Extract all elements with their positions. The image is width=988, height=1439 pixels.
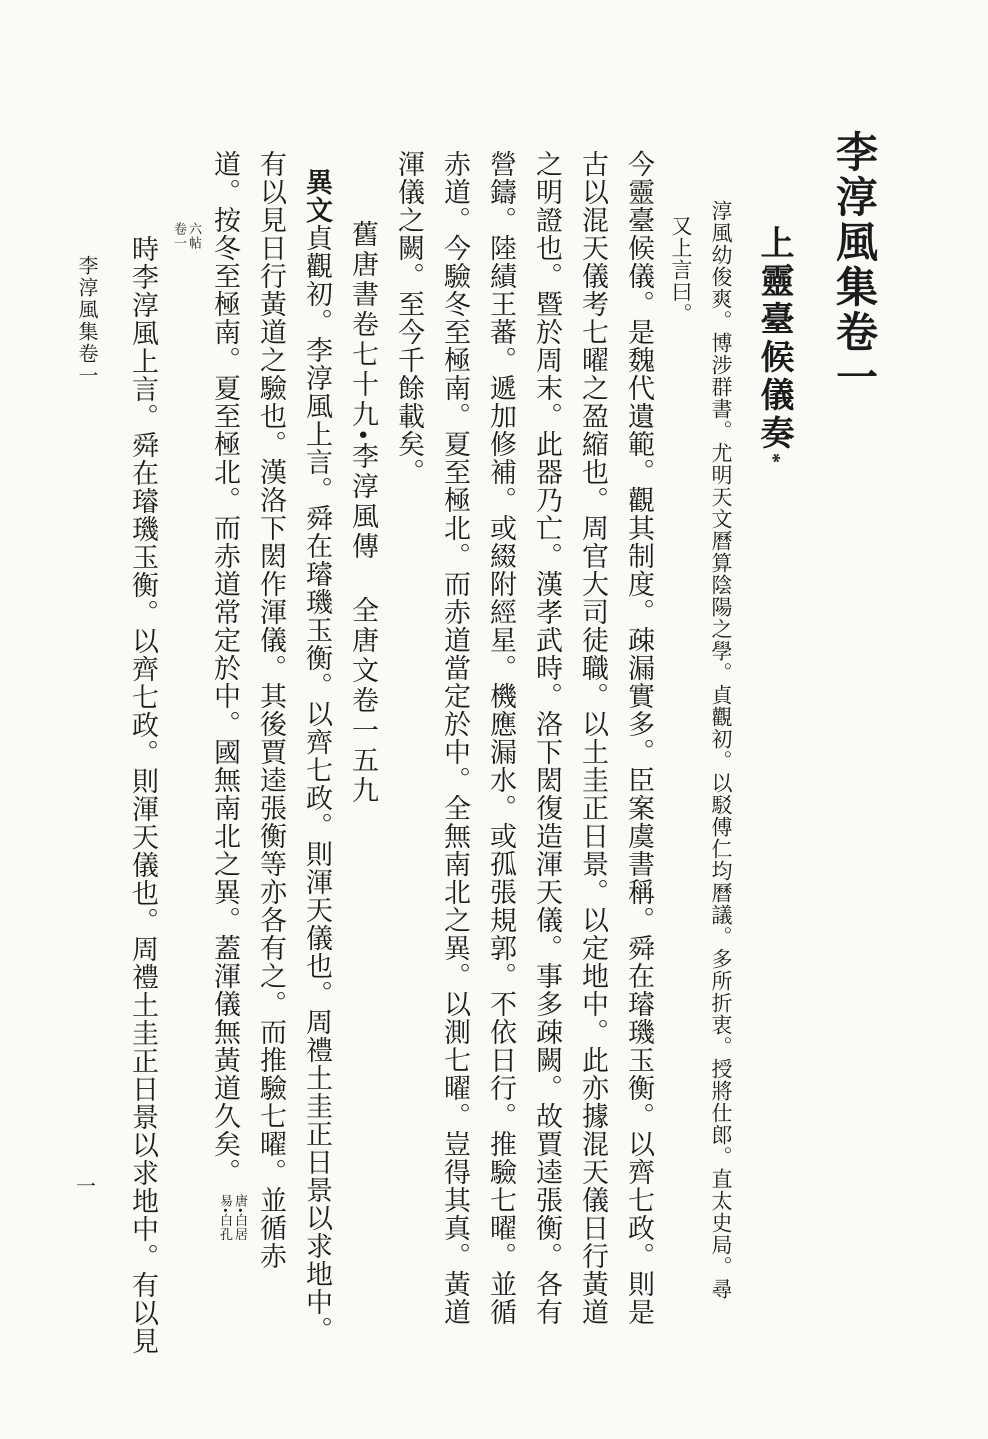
variant-column-2: 有以見日行黃道之驗也。漢洛下閎作渾儀。其後賈逵張衡等亦各有之。而推驗七曜。並循赤 [256, 150, 286, 1270]
variant-text-1: 貞觀初。李淳風上言。舜在璿璣玉衡。以齊七政。則渾天儀也。周禮土圭正日景以求地中。 [302, 224, 332, 1344]
inline-source-note-line-4: 卷一 [172, 222, 187, 250]
inline-source-note-continuation [172, 130, 202, 1355]
memorial-column-5: 赤道。今驗冬至極南。夏至極北。而赤道當定於中。全無南北之異。以測七曜。豈得其真。黃道 [440, 150, 470, 1326]
variant-column-1 [294, 130, 340, 1355]
inline-source-note-line-2: 易•白孔 [218, 1194, 233, 1242]
inline-source-note-line-3: 六帖 [187, 222, 202, 250]
source-citation-2: 全唐文卷一五九 [348, 596, 378, 807]
inline-source-note [218, 1194, 248, 1242]
addendum-column: 時李淳風上言。舜在璿璣玉衡。以齊七政。則渾天儀也。周禮土圭正日景以求地中。有以見 [128, 235, 158, 1355]
page-number: 一 [76, 1176, 96, 1198]
source-citation-1: 舊唐書卷七十九•李淳風傳 [348, 220, 378, 563]
memorial-column-6: 渾儀之闕。至今千餘載矣。 [394, 150, 424, 486]
variant-text-3: 道。按冬至極南。夏至極北。而赤道常定於中。國無南北之異。蓋渾儀無黃道久矣。 [210, 150, 240, 1186]
memorial-column-4: 營鑄。陸績王蕃。遞加修補。或綴附經星。機應漏水。或孤張規郭。不依日行。推驗七曜。並循 [486, 150, 516, 1326]
section-heading-text: 上靈臺候儀奏 [755, 225, 792, 453]
source-citation [340, 130, 386, 1355]
memorial-column-2: 古以混天儀考七曜之盈縮也。周官大司徒職。以土圭正日景。以定地中。此亦據混天儀日行黃道 [578, 150, 608, 1326]
biographical-note: 淳風幼俊爽。博涉群書。尤明天文曆算陰陽之學。貞觀初。以駁傅仁均曆議。多所折衷。授將仕郎。直太史局。尋 [709, 200, 733, 1300]
text-block [120, 130, 884, 1355]
variant-column-3 [202, 130, 248, 1355]
running-title: 李淳風集卷一 [75, 255, 97, 387]
preface-intro-line: 又上言曰。 [669, 215, 693, 325]
volume-title: 李淳風集卷一 [830, 130, 876, 400]
footnote-asterisk: * [762, 453, 784, 463]
inline-source-note-line-1: 唐•白居 [233, 1194, 248, 1242]
memorial-column-1: 今靈臺候儀。是魏代遺範。觀其制度。疎漏實多。臣案虞書稱。舜在璿璣玉衡。以齊七政。則是 [624, 150, 654, 1326]
variant-label: 異文 [302, 168, 332, 224]
section-heading [748, 130, 798, 1355]
memorial-column-3: 之明證也。暨於周末。此器乃亡。漢孝武時。洛下閎復造渾天儀。事多疎闕。故賈逵張衡。各有 [532, 150, 562, 1326]
